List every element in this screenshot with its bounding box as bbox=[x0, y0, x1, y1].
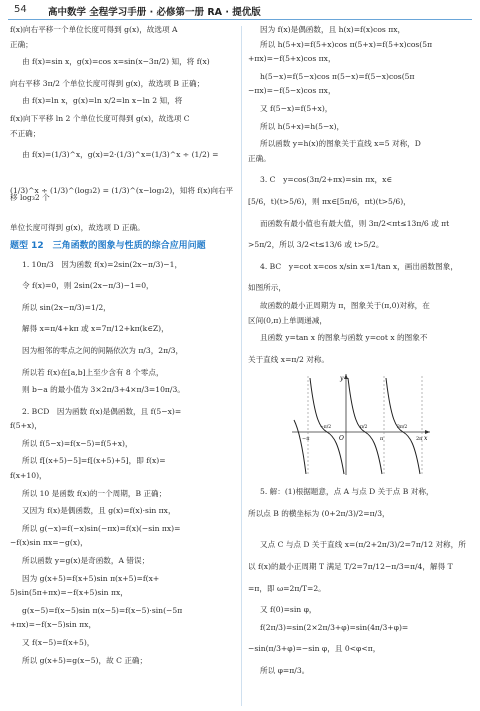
text-line: 故函数的最小正周期为 π，图象关于(π,0)对称，在 bbox=[260, 300, 430, 310]
text-line: 解得 x=π/4+kπ 或 x=7π/12+kπ(k∈Z)， bbox=[22, 324, 169, 334]
graph-label: y bbox=[340, 375, 344, 383]
text-line: f(x)向右平移一个单位长度可得到 g(x)，故选项 A bbox=[10, 25, 178, 34]
text-line: 因为相邻的零点之间的间隔依次为 π/3，2π/3， bbox=[22, 345, 184, 355]
graph-label: x bbox=[424, 435, 428, 443]
text-line: 又因为 f(x)是偶函数，且 g(x)=f(x)·sin πx， bbox=[22, 506, 176, 516]
book-title: 高中数学 全程学习手册 · 必修第一册 RA · 提优版 bbox=[48, 7, 261, 18]
text-line: 所以 g(x+5)=g(x−5)，故 C 正确； bbox=[22, 655, 148, 665]
text-line: 区间(0,π)上单调递减， bbox=[248, 315, 327, 325]
text-line: 又点 C 与点 D 关于直线 x=(π/2+2π/3)/2=7π/12 对称，所 bbox=[260, 540, 466, 550]
right-column bbox=[248, 26, 470, 682]
graph-label: O bbox=[339, 435, 344, 443]
text-line: 关于直线 x=π/2 对称。 bbox=[248, 354, 330, 364]
text-line: 所以 h(5+x)=h(5−x)， bbox=[260, 121, 345, 131]
text-line: −sin(π/3+φ)=−sin φ，且 0<φ<π， bbox=[248, 644, 381, 654]
text-line: 所以点 B 的横坐标为 (0+2π/3)/2=π/3， bbox=[248, 508, 390, 518]
graph-label: π bbox=[380, 436, 384, 443]
text-line: 单位长度可得到 g(x)，故选项 D 正确。 bbox=[10, 222, 145, 232]
text-line: −f(x)sin πx=−g(x)， bbox=[10, 538, 88, 548]
text-line: g(x−5)=f(x−5)sin π(x−5)=f(x−5)·sin(−5π bbox=[22, 605, 183, 615]
text-line: 由 f(x)=(1/3)^x，g(x)=2·(1/3)^x=(1/3)^x ÷ (1/2) = bbox=[22, 150, 219, 160]
text-line: f(x)向下平移 ln 2 个单位长度可得到 g(x)，故选项 C bbox=[10, 113, 190, 123]
text-line: +πx)=−f(5+x)cos πx， bbox=[248, 54, 336, 64]
graph-label: 2π bbox=[416, 436, 423, 443]
text-line: 如图所示， bbox=[248, 283, 286, 293]
graph-label: π/2 bbox=[360, 425, 368, 431]
answer-line: 5. 解：(1)根据题意，点 A 与点 D 关于点 B 对称， bbox=[260, 487, 434, 497]
text-line: 以 f(x)的最小正周期 T 满足 T/2=7π/12−π/3=π/4，解得 T bbox=[248, 562, 453, 572]
text-line: >5π/2，所以 3/2<t≤13/6 或 t>5/2。 bbox=[248, 240, 384, 250]
text-line: 所以 f(5−x)=f(x−5)=f(5+x)， bbox=[22, 438, 133, 448]
text-line: f(2π/3)=sin(2×2π/3+φ)=sin(4π/3+φ)= bbox=[260, 622, 409, 632]
text-line: 不正确； bbox=[10, 128, 41, 138]
answer-line: 3. C y=cos(3π/2+πx)=sin πx，x∈ bbox=[260, 175, 392, 185]
text-line: [5/6，t)(t>5/6)，则 πx∈[5π/6，πt)(t>5/6)， bbox=[248, 196, 411, 206]
text-line: 由 f(x)=sin x，g(x)=cos x=sin(x−3π/2) 知，将 f(x) bbox=[22, 57, 210, 67]
text-line: 由 f(x)=ln x，g(x)=ln x/2=ln x−ln 2 知，将 bbox=[22, 96, 183, 106]
text-line: 所以 g(−x)=f(−x)sin(−πx)=f(x)(−sin πx)= bbox=[22, 523, 181, 533]
text-line: f(5+x)， bbox=[10, 421, 42, 431]
text-line: 所以函数 y=g(x)是奇函数，A 错误； bbox=[22, 556, 150, 566]
text-line: =π，即 ω=2π/T=2。 bbox=[248, 583, 326, 593]
text-line: 因为 f(x)是偶函数，且 h(x)=f(x)cos πx， bbox=[260, 25, 406, 34]
graph-label: 3π/2 bbox=[397, 425, 408, 431]
page-number: 54 bbox=[14, 4, 27, 15]
graph-label: −π bbox=[302, 436, 310, 443]
answer-line: 2. BCD 因为函数 f(x)是偶函数，且 f(5−x)= bbox=[22, 406, 182, 416]
text-line: 正确； bbox=[10, 39, 33, 49]
text-line: 令 f(x)=0，则 2sin(2x−π/3)−1=0， bbox=[22, 281, 154, 291]
section-title: 题型 12 三角函数的图象与性质的综合应用问题 bbox=[10, 240, 206, 251]
text-line: 又 f(x−5)=f(x+5)， bbox=[22, 638, 95, 647]
page-header bbox=[0, 0, 480, 22]
text-line: f(x+10)， bbox=[10, 471, 47, 481]
graph-label: −π/2 bbox=[320, 425, 332, 431]
left-column bbox=[10, 26, 236, 671]
text-line: 5)sin(5π+πx)=−f(x+5)sin πx， bbox=[10, 588, 128, 598]
text-line: (1/3)^x ÷ (1/3)^(log₃2) = (1/3)^(x−log₃2)，知将 f(x)向右平移 log₃2 个 bbox=[10, 185, 234, 203]
text-line: 且函数 y=tan x 的图象与函数 y=cot x 的图象不 bbox=[260, 333, 428, 343]
text-line: 正确。 bbox=[248, 153, 271, 163]
text-line: 所以 h(5+x)=f(5+x)cos π(5+x)=f(5+x)cos(5π bbox=[260, 39, 433, 49]
text-line: 又 f(5−x)=f(5+x)， bbox=[260, 103, 333, 113]
text-line: 所以 f[(x+5)−5]=f[(x+5)+5]，即 f(x)= bbox=[22, 456, 166, 466]
text-line: 因为 g(x+5)=f(x+5)sin π(x+5)=f(x+ bbox=[22, 573, 160, 583]
cot-branch bbox=[294, 420, 306, 474]
text-line: −πx)=−f(5−x)cos πx， bbox=[248, 86, 336, 96]
text-line: 所以若 f(x)在[a,b]上至少含有 8 个零点， bbox=[22, 367, 164, 377]
text-line: 所以 10 是函数 f(x)的一个周期，B 正确； bbox=[22, 488, 167, 498]
answer-line: 4. BC y=cot x=cos x/sin x=1/tan x，画出函数图象， bbox=[260, 261, 458, 271]
text-line: 所以函数 y=h(x)的图象关于直线 x=5 对称，D bbox=[260, 139, 421, 149]
column-divider bbox=[241, 26, 242, 706]
x-axis-arrow bbox=[425, 430, 430, 434]
header-rule bbox=[8, 19, 472, 20]
text-line: 而函数有最小值也有最大值，则 3π/2<πt≤13π/6 或 πt bbox=[260, 218, 450, 228]
text-line: 所以 φ=π/3。 bbox=[260, 666, 310, 676]
text-line: +πx)=−f(x−5)sin πx， bbox=[10, 620, 97, 630]
text-line: 则 b−a 的最小值为 3×2π/3+4×π/3=10π/3。 bbox=[22, 385, 185, 395]
text-line: h(5−x)=f(5−x)cos π(5−x)=f(5−x)cos(5π bbox=[260, 71, 415, 81]
answer-line: 1. 10π/3 因为函数 f(x)=2sin(2x−π/3)−1， bbox=[22, 259, 183, 269]
cot-graph bbox=[284, 370, 434, 480]
text-line: 所以 sin(2x−π/3)=1/2， bbox=[22, 302, 111, 312]
text-line: 又 f(0)=sin φ， bbox=[260, 605, 317, 615]
y-axis-arrow bbox=[344, 374, 348, 379]
text-line: 向右平移 3π/2 个单位长度可得到 g(x)，故选项 B 正确； bbox=[10, 78, 205, 88]
